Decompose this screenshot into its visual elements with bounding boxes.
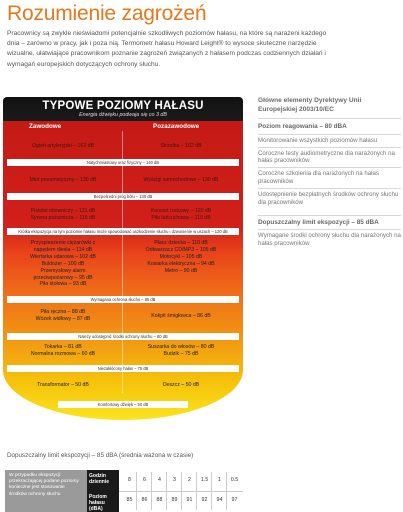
- hours-cell: 1: [218, 477, 221, 483]
- exposure-limit-heading: Dopuszczalny limit ekspozycji – 85 dBA: [258, 218, 379, 226]
- divider: [258, 229, 401, 230]
- cell-line: Piła stołowa – 93 dB: [39, 281, 87, 288]
- column-non-occupational: Pozazawodowe: [153, 123, 200, 130]
- level-label: Poziom hałasu (dBA): [89, 494, 107, 512]
- hours-cell: 4: [158, 477, 161, 483]
- cell-line: Pistolet nitowniczy – 131 dB: [30, 208, 96, 214]
- cell-line: Piła łańcuchowa – 110 dB: [151, 214, 211, 221]
- directive-item: Coroczne testy audiometryczne dla narażonych na hałas pracowników: [258, 149, 395, 165]
- cell-line: Młot pneumatyczny – 130 dB: [29, 177, 97, 183]
- column-divider: [122, 131, 123, 393]
- directive-item: Wymagane środki ochrony słuchu dla narażonych na hałas pracowników: [258, 232, 401, 248]
- cell-line: Wiertarka udarowa – 102 dB: [30, 253, 96, 260]
- band-120db: Krótka ekspozycja na tym poziomie hałasu może spowodować uszkodzenie słuchu i dzwonienie w uszach – 120 dB: [7, 228, 239, 235]
- cell-right-80: [125, 344, 237, 358]
- band-130db: Bezpośredni próg bólu – 130 dB: [7, 193, 239, 200]
- hours-cell: 8: [128, 477, 131, 483]
- intro-paragraph: Pracownicy są zwykle nieświadomi potencjalnie szkodliwych poziomów hałasu, na które są narażeni każdego dnia – zarówno w pracy, jak i poza nią. Termometr hałasu Howard Leight® to wysoce skuteczne narzędzie wizualne, ułatwiające pracownikom poznanie zagrożeń związanych z hałasem podczas codziennych działań i wymagań europejskich dotyczących ochrony słuchu.: [7, 30, 327, 68]
- table-divider: [226, 472, 227, 510]
- hours-cell: 2: [188, 477, 191, 483]
- divider: [258, 188, 401, 189]
- level-cell: 88: [156, 497, 163, 503]
- cell-line: Normalna rozmowa – 60 dB: [30, 350, 96, 357]
- cell-line: Motocykl – 105 dB: [159, 253, 203, 260]
- table-divider: [136, 472, 137, 510]
- cell-line: Wyścigi samochodowe – 130 dB: [143, 177, 219, 183]
- directive-title: Główne elementy Dyrektywy Unii Europejskiej 2003/10/EC: [258, 97, 362, 113]
- hours-cell: 1.5: [200, 477, 209, 483]
- exposure-limit-note: Dopuszczalny limit ekspozycji – 85 dBA (średnia ważona w czasie): [7, 452, 194, 459]
- level-cell: 91: [186, 497, 193, 503]
- cell-line: Buldożer – 100 dB: [41, 260, 85, 267]
- level-cell: 89: [171, 497, 178, 503]
- directive-item: Coroczne szkolenia dla narażonych na hałas pracowników: [258, 170, 379, 186]
- noise-thermometer: [3, 97, 243, 420]
- cell-left-80: [7, 344, 119, 358]
- cell-line: Kosiarka elektryczna – 94 dB: [147, 260, 215, 267]
- column-occupational: Zawodowe: [29, 123, 62, 130]
- cell-line: Metro – 90 dB: [164, 267, 198, 274]
- cell-line: Płacz dziecka – 110 dB: [154, 240, 208, 246]
- cell-left-120: [7, 208, 119, 222]
- divider: [258, 118, 401, 119]
- cell-left-162: [7, 143, 119, 150]
- cell-line: Koncert rockowy – 120 dB: [150, 208, 212, 214]
- cell-left-50: [7, 382, 119, 389]
- table-divider: [181, 472, 182, 510]
- band-140db: Natychmiastowy uraz fizyczny – 140 dB: [7, 159, 239, 166]
- cell-line: Piła ręczna – 88 dB: [40, 309, 86, 315]
- cell-line: Suszarka do włosów – 80 dB: [147, 344, 215, 350]
- table-divider: [151, 472, 152, 510]
- cell-right-162: [125, 143, 237, 150]
- band-85db: Wymagana ochrona słuchu – 85 dB: [7, 296, 239, 303]
- table-divider: [211, 472, 212, 510]
- thermometer-title: TYPOWE POZIOMY HAŁASU: [42, 100, 204, 112]
- cell-line: Tokarka – 81 dB: [44, 344, 82, 350]
- cell-line: Ogień artyleryjski – 162 dB: [32, 143, 94, 149]
- hours-cell: 6: [143, 477, 146, 483]
- directive-item: Monitorowanie wszystkich poziomów hałasu: [258, 136, 378, 144]
- hours-cell: 3: [173, 477, 176, 483]
- cell-line: Odtwarzacz CD/MP3 – 105 dB: [145, 246, 217, 253]
- hours-cell: 0.5: [230, 477, 239, 483]
- exposure-table-labels: [87, 470, 119, 512]
- cell-right-85: [125, 313, 237, 320]
- cell-left-110: [7, 240, 119, 288]
- cell-line: Budzik – 75 dB: [163, 350, 199, 357]
- divider: [258, 134, 401, 135]
- band-80db: Należy udostępnić środki ochrony słuchu – 80 dB: [7, 333, 239, 340]
- table-divider: [196, 472, 197, 510]
- action-level-heading: Poziom reagowania – 80 dBA: [258, 123, 347, 131]
- cell-line: Strzelba – 162 dB: [160, 143, 202, 149]
- divider: [258, 147, 401, 148]
- cell-line: napędem diesla – 114 dB: [33, 246, 93, 253]
- cell-right-130: [125, 177, 237, 184]
- cell-right-120: [125, 208, 237, 222]
- cell-line: Przemysłowy alarm: [40, 267, 86, 274]
- exposure-table-note: W przypadku ekspozycji przekraczającej podane poziomy konieczne jest stosowanie środków ochrony słuchu: [5, 470, 87, 512]
- cell-line: Przyspieszenie ciężarówki z: [30, 240, 96, 246]
- cell-right-50: [125, 382, 237, 389]
- level-cell: 94: [216, 497, 223, 503]
- divider: [258, 167, 401, 168]
- level-cell: 97: [231, 497, 238, 503]
- hours-label: Godzin dziennie: [89, 473, 110, 485]
- cell-line: Syrena pożarnicza – 116 dB: [30, 214, 96, 221]
- cell-left-130: [7, 177, 119, 184]
- level-cell: 86: [141, 497, 148, 503]
- cell-line: Wózek widłowy – 87 dB: [35, 315, 91, 322]
- band-50db: Komfortowy dźwięk – 50 dB: [58, 401, 188, 408]
- cell-line: Deszcz – 50 dB: [162, 382, 200, 388]
- thermometer-body: [3, 97, 243, 420]
- cell-line: Transformator – 50 dB: [37, 382, 89, 388]
- directive-summary: [258, 97, 401, 248]
- level-cell: 85: [126, 497, 133, 503]
- page-title: Rozumienie zagrożeń: [7, 2, 207, 25]
- divider: [258, 215, 401, 216]
- thermometer-subtitle: Energia dźwięku podwaja się co 3 dB: [79, 112, 167, 118]
- directive-item: Udostępnienie bezpłatnych środków ochrony słuchu dla pracowników: [258, 191, 399, 207]
- band-75db: Niezakłócony hałas – 75 dB: [7, 365, 239, 372]
- cell-right-110: [125, 240, 237, 275]
- level-cell: 92: [201, 497, 208, 503]
- table-divider: [166, 472, 167, 510]
- cell-left-85: [7, 309, 119, 323]
- cell-line: Kokpit śmigłowca – 86 dB: [151, 313, 211, 319]
- exposure-table: [5, 470, 243, 512]
- cell-line: przeciwpożarowy – 95 dB: [33, 274, 93, 281]
